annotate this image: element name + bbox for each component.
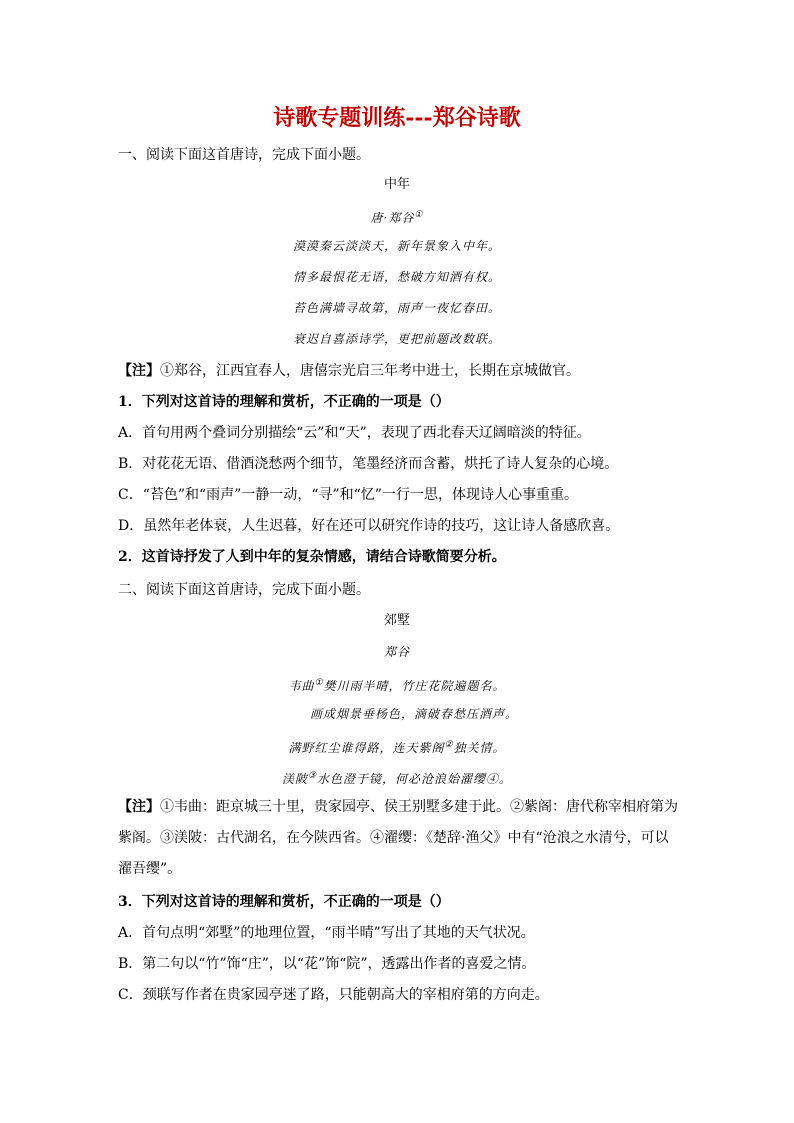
- poem2-line-4: [0, 767, 794, 788]
- poem2-line-1-b: 樊川雨半晴，竹庄花院遍题名。: [323, 679, 506, 693]
- poem2-line-4-b: 水色澄于镜，何必沧浪始濯缨④。: [317, 772, 513, 786]
- poem2-line-2: [0, 705, 794, 723]
- note2-text: ①韦曲：距京城三十里，贵家园亭、侯王别墅多建于此。②紫阁：唐代称宰相府第为紫阁。③渼陂：古代湖名，在今陕西省。④濯缨：《楚辞·渔父》中有“沧浪之水清兮，可以濯吾缨”。: [118, 799, 678, 877]
- poem2-line-4-a: 渼陂: [281, 772, 308, 786]
- poem2-line-3: [0, 736, 794, 757]
- section1-heading: 一、阅读下面这首唐诗，完成下面小题。: [118, 147, 370, 163]
- poem2-line-1-mark: ①: [314, 678, 324, 688]
- question-3-option-a: A．首句点明“郊墅”的地理位置，“雨半晴”写出了其地的天气状况。: [118, 925, 535, 941]
- question-1-option-d: D．虽然年老体衰，人生迟暮，好在还可以研究作诗的技巧，这让诗人备感欣喜。: [118, 518, 620, 534]
- question-3-option-b: B．第二句以“竹”饰“庄”，以“花”饰“院”，透露出作者的喜爱之情。: [118, 956, 536, 972]
- note2-label: 【注】: [118, 799, 160, 815]
- question-1-option-b: B．对花花无语、借酒浇愁两个细节，笔墨经济而含蓄，烘托了诗人复杂的心境。: [118, 456, 619, 472]
- poem2-line-3-a: 满野红尘谁得路，连天紫阁: [288, 741, 445, 755]
- poem2-line-3-b: 独关情。: [453, 741, 506, 755]
- note1-text: ①郑谷，江西宜春人，唐僖宗光启三年考中进士，长期在京城做官。: [160, 363, 580, 379]
- poem1-title: 中年: [383, 177, 410, 192]
- question-1-option-a: A．首句用两个叠词分别描绘“云”和“天”，表现了西北春天辽阔暗淡的特征。: [118, 425, 591, 441]
- poem1-author-mark: ①: [414, 210, 424, 220]
- question-2-stem: 2．这首诗抒发了人到中年的复杂情感，请结合诗歌简要分析。: [118, 549, 506, 565]
- section2-heading: 二、阅读下面这首唐诗，完成下面小题。: [118, 582, 370, 598]
- poem1-line-4: 衰迟自喜添诗学，更把前题改数联。: [292, 332, 501, 346]
- document-title: 诗歌专题训练---郑谷诗歌: [273, 105, 521, 131]
- poem2-author: 郑谷: [383, 645, 410, 659]
- note1-label: 【注】: [118, 363, 160, 379]
- question-3-option-c: C．颈联写作者在贵家园亭迷了路，只能朝高大的宰相府第的方向走。: [118, 987, 549, 1003]
- note2: [118, 792, 678, 885]
- poem2-line-1-a: 韦曲: [288, 679, 315, 693]
- poem2-line-2-a: 画成烟景垂杨色，滴破春愁压酒声。: [309, 707, 518, 721]
- question-1-option-c: C．“苔色”和“雨声”一静一动，“寻”和“忆”一行一思，体现诗人心事重重。: [118, 487, 578, 503]
- poem2-title: 郊墅: [383, 613, 410, 628]
- question-3-stem: 3．下列对这首诗的理解和赏析，不正确的一项是（）: [118, 894, 450, 910]
- poem1-author-name: 唐·郑谷: [370, 211, 415, 225]
- poem2-line-1: [0, 674, 794, 695]
- note1: [118, 361, 580, 381]
- poem2-line-4-mark: ③: [307, 771, 318, 781]
- question-1-stem: 1．下列对这首诗的理解和赏析，不正确的一项是（）: [118, 394, 450, 410]
- poem2-line-3-mark: ②: [444, 740, 454, 750]
- poem1-line-3: 苔色满墙寻故第，雨声一夜忆春田。: [292, 301, 501, 315]
- poem1-line-2: 情多最恨花无语，愁破方知酒有权。: [292, 270, 501, 284]
- poem1-author: [0, 206, 794, 227]
- poem1-line-1: 漠漠秦云淡淡天，新年景象入中年。: [292, 239, 501, 253]
